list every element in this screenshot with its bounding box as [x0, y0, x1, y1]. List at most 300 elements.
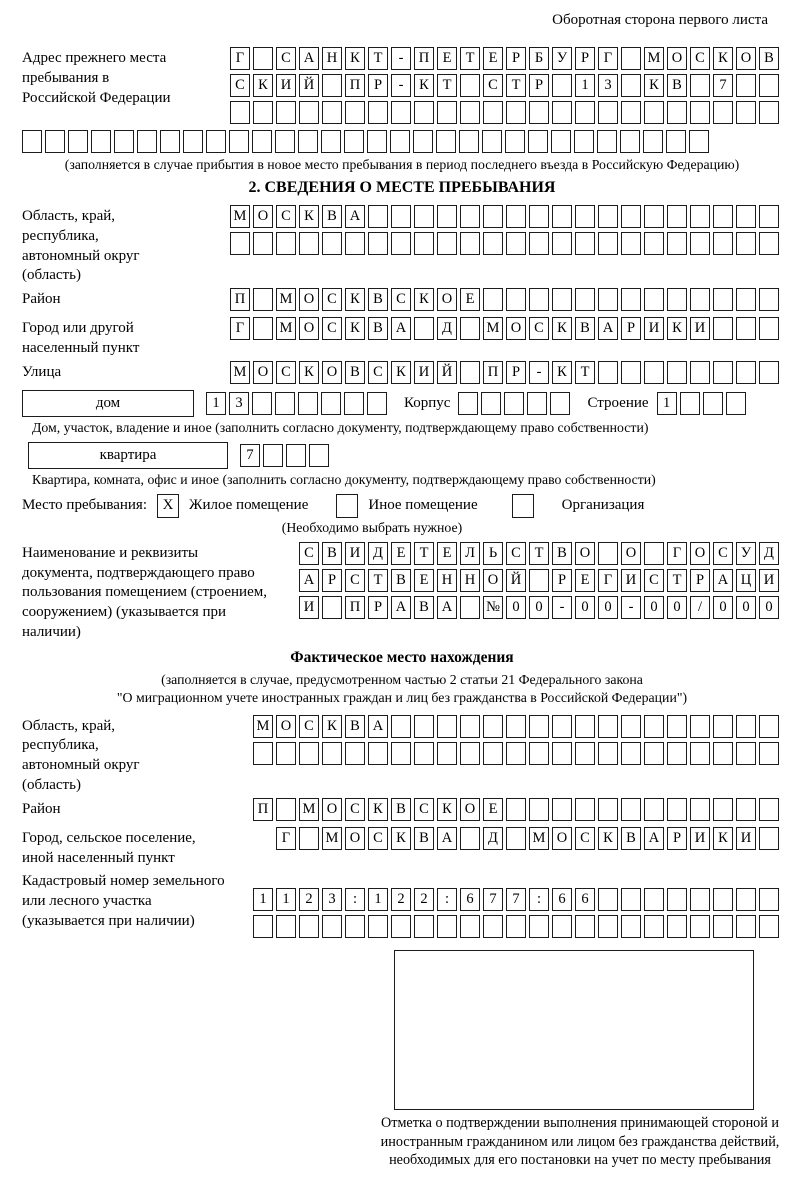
form-cell[interactable]: 0: [529, 596, 549, 619]
form-cell[interactable]: [230, 101, 250, 124]
apartment-type-box[interactable]: квартира: [28, 442, 228, 469]
form-cell[interactable]: [299, 232, 319, 255]
form-cell[interactable]: [252, 392, 272, 415]
form-cell[interactable]: [552, 915, 572, 938]
form-cell[interactable]: [253, 47, 273, 70]
form-cell[interactable]: 0: [667, 596, 687, 619]
form-cell[interactable]: [253, 915, 273, 938]
form-cell[interactable]: О: [437, 288, 457, 311]
form-cell[interactable]: [414, 317, 434, 340]
form-cell[interactable]: [299, 742, 319, 765]
form-cell[interactable]: Б: [529, 47, 549, 70]
form-cell[interactable]: В: [322, 542, 342, 565]
form-cell[interactable]: Р: [575, 47, 595, 70]
form-cell[interactable]: [299, 827, 319, 850]
form-cell[interactable]: С: [368, 827, 388, 850]
form-cell[interactable]: [460, 827, 480, 850]
form-cell[interactable]: [529, 101, 549, 124]
form-cell[interactable]: [137, 130, 157, 153]
form-cell[interactable]: К: [391, 361, 411, 384]
form-cell[interactable]: [759, 798, 779, 821]
form-cell[interactable]: [759, 915, 779, 938]
form-cell[interactable]: -: [621, 596, 641, 619]
form-cell[interactable]: [483, 288, 503, 311]
form-cell[interactable]: [528, 130, 548, 153]
form-cell[interactable]: 1: [276, 888, 296, 911]
form-cell[interactable]: [552, 205, 572, 228]
form-cell[interactable]: [736, 888, 756, 911]
form-cell[interactable]: Т: [529, 542, 549, 565]
form-cell[interactable]: 3: [598, 74, 618, 97]
form-cell[interactable]: П: [230, 288, 250, 311]
form-cell[interactable]: [460, 742, 480, 765]
form-cell[interactable]: 0: [713, 596, 733, 619]
form-cell[interactable]: [621, 888, 641, 911]
form-cell[interactable]: [666, 130, 686, 153]
form-cell[interactable]: [437, 232, 457, 255]
form-cell[interactable]: 0: [644, 596, 664, 619]
form-cell[interactable]: [575, 205, 595, 228]
form-cell[interactable]: [529, 232, 549, 255]
form-cell[interactable]: В: [621, 827, 641, 850]
form-cell[interactable]: [183, 130, 203, 153]
form-cell[interactable]: А: [713, 569, 733, 592]
form-cell[interactable]: [229, 130, 249, 153]
form-cell[interactable]: К: [644, 74, 664, 97]
form-cell[interactable]: [460, 915, 480, 938]
form-cell[interactable]: [527, 392, 547, 415]
form-cell[interactable]: [482, 130, 502, 153]
form-cell[interactable]: О: [322, 798, 342, 821]
form-cell[interactable]: [253, 317, 273, 340]
form-cell[interactable]: [690, 101, 710, 124]
form-cell[interactable]: [667, 915, 687, 938]
form-cell[interactable]: [299, 915, 319, 938]
form-cell[interactable]: [736, 74, 756, 97]
form-cell[interactable]: С: [506, 542, 526, 565]
form-cell[interactable]: В: [414, 596, 434, 619]
form-cell[interactable]: [713, 288, 733, 311]
checkbox-residential[interactable]: X: [157, 494, 179, 518]
form-cell[interactable]: [322, 101, 342, 124]
form-cell[interactable]: [391, 742, 411, 765]
form-cell[interactable]: М: [230, 361, 250, 384]
form-cell[interactable]: [713, 715, 733, 738]
form-cell[interactable]: В: [345, 715, 365, 738]
form-cell[interactable]: [252, 130, 272, 153]
form-cell[interactable]: [551, 130, 571, 153]
form-cell[interactable]: [690, 205, 710, 228]
form-cell[interactable]: [391, 915, 411, 938]
form-cell[interactable]: Е: [437, 47, 457, 70]
form-cell[interactable]: [644, 715, 664, 738]
form-cell[interactable]: [414, 232, 434, 255]
form-cell[interactable]: [436, 130, 456, 153]
form-cell[interactable]: [483, 101, 503, 124]
form-cell[interactable]: В: [552, 542, 572, 565]
form-cell[interactable]: [621, 798, 641, 821]
form-cell[interactable]: С: [299, 715, 319, 738]
form-cell[interactable]: [690, 715, 710, 738]
form-cell[interactable]: Р: [322, 569, 342, 592]
form-cell[interactable]: 0: [736, 596, 756, 619]
form-cell[interactable]: [253, 288, 273, 311]
form-cell[interactable]: 1: [206, 392, 226, 415]
form-cell[interactable]: В: [667, 74, 687, 97]
form-cell[interactable]: Н: [322, 47, 342, 70]
form-cell[interactable]: 6: [460, 888, 480, 911]
form-cell[interactable]: [621, 47, 641, 70]
form-cell[interactable]: [345, 232, 365, 255]
form-cell[interactable]: [667, 232, 687, 255]
form-cell[interactable]: [598, 101, 618, 124]
form-cell[interactable]: [344, 392, 364, 415]
form-cell[interactable]: С: [644, 569, 664, 592]
form-cell[interactable]: [275, 130, 295, 153]
form-cell[interactable]: Р: [621, 317, 641, 340]
form-cell[interactable]: [759, 288, 779, 311]
form-cell[interactable]: О: [460, 798, 480, 821]
form-cell[interactable]: [437, 101, 457, 124]
form-cell[interactable]: [299, 101, 319, 124]
form-cell[interactable]: [689, 130, 709, 153]
form-cell[interactable]: [621, 232, 641, 255]
form-cell[interactable]: [414, 101, 434, 124]
form-cell[interactable]: 0: [575, 596, 595, 619]
form-cell[interactable]: И: [736, 827, 756, 850]
form-cell[interactable]: [736, 798, 756, 821]
checkbox-organization[interactable]: [512, 494, 534, 518]
form-cell[interactable]: Д: [437, 317, 457, 340]
form-cell[interactable]: [759, 205, 779, 228]
form-cell[interactable]: [713, 915, 733, 938]
form-cell[interactable]: Й: [437, 361, 457, 384]
form-cell[interactable]: [621, 742, 641, 765]
form-cell[interactable]: Е: [483, 798, 503, 821]
form-cell[interactable]: [644, 361, 664, 384]
form-cell[interactable]: [529, 798, 549, 821]
form-cell[interactable]: [598, 361, 618, 384]
form-cell[interactable]: [552, 715, 572, 738]
form-cell[interactable]: Ь: [483, 542, 503, 565]
form-cell[interactable]: [667, 361, 687, 384]
form-cell[interactable]: 1: [368, 888, 388, 911]
form-cell[interactable]: К: [552, 317, 572, 340]
form-cell[interactable]: [736, 317, 756, 340]
form-cell[interactable]: /: [690, 596, 710, 619]
form-cell[interactable]: [529, 715, 549, 738]
form-cell[interactable]: [276, 101, 296, 124]
form-cell[interactable]: [45, 130, 65, 153]
form-cell[interactable]: 6: [552, 888, 572, 911]
form-cell[interactable]: В: [368, 288, 388, 311]
form-cell[interactable]: Т: [368, 47, 388, 70]
form-cell[interactable]: [552, 798, 572, 821]
form-cell[interactable]: [414, 205, 434, 228]
form-cell[interactable]: [483, 915, 503, 938]
form-cell[interactable]: [598, 205, 618, 228]
form-cell[interactable]: [644, 742, 664, 765]
form-cell[interactable]: [114, 130, 134, 153]
form-cell[interactable]: [506, 101, 526, 124]
form-cell[interactable]: 1: [657, 392, 677, 415]
form-cell[interactable]: [621, 915, 641, 938]
form-cell[interactable]: 1: [253, 888, 273, 911]
form-cell[interactable]: [621, 205, 641, 228]
form-cell[interactable]: [736, 288, 756, 311]
form-cell[interactable]: Г: [667, 542, 687, 565]
form-cell[interactable]: [598, 742, 618, 765]
form-cell[interactable]: [713, 317, 733, 340]
form-cell[interactable]: [759, 742, 779, 765]
form-cell[interactable]: [644, 888, 664, 911]
form-cell[interactable]: [321, 392, 341, 415]
form-cell[interactable]: №: [483, 596, 503, 619]
form-cell[interactable]: Н: [460, 569, 480, 592]
form-cell[interactable]: Н: [437, 569, 457, 592]
form-cell[interactable]: С: [575, 827, 595, 850]
form-cell[interactable]: [575, 742, 595, 765]
form-cell[interactable]: О: [506, 317, 526, 340]
form-cell[interactable]: Е: [391, 542, 411, 565]
form-cell[interactable]: [552, 742, 572, 765]
form-cell[interactable]: О: [575, 542, 595, 565]
form-cell[interactable]: [667, 205, 687, 228]
form-cell[interactable]: [286, 444, 306, 467]
form-cell[interactable]: [460, 361, 480, 384]
form-cell[interactable]: И: [414, 361, 434, 384]
form-cell[interactable]: [552, 101, 572, 124]
form-cell[interactable]: [759, 888, 779, 911]
form-cell[interactable]: 3: [229, 392, 249, 415]
form-cell[interactable]: [644, 798, 664, 821]
form-cell[interactable]: [276, 232, 296, 255]
form-cell[interactable]: 7: [506, 888, 526, 911]
form-cell[interactable]: [703, 392, 723, 415]
form-cell[interactable]: [690, 74, 710, 97]
form-cell[interactable]: [483, 715, 503, 738]
form-cell[interactable]: К: [667, 317, 687, 340]
form-cell[interactable]: К: [598, 827, 618, 850]
form-cell[interactable]: [736, 205, 756, 228]
form-cell[interactable]: [713, 361, 733, 384]
form-cell[interactable]: [460, 715, 480, 738]
form-cell[interactable]: С: [345, 798, 365, 821]
form-cell[interactable]: К: [414, 288, 434, 311]
form-cell[interactable]: [621, 74, 641, 97]
form-cell[interactable]: [505, 130, 525, 153]
form-cell[interactable]: А: [299, 569, 319, 592]
form-cell[interactable]: 7: [483, 888, 503, 911]
form-cell[interactable]: В: [575, 317, 595, 340]
form-cell[interactable]: [506, 288, 526, 311]
form-cell[interactable]: [506, 798, 526, 821]
form-cell[interactable]: [506, 915, 526, 938]
form-cell[interactable]: [736, 232, 756, 255]
form-cell[interactable]: :: [529, 888, 549, 911]
form-cell[interactable]: Т: [667, 569, 687, 592]
form-cell[interactable]: [506, 742, 526, 765]
form-cell[interactable]: Р: [690, 569, 710, 592]
form-cell[interactable]: [680, 392, 700, 415]
form-cell[interactable]: Е: [483, 47, 503, 70]
form-cell[interactable]: [667, 715, 687, 738]
form-cell[interactable]: [253, 232, 273, 255]
form-cell[interactable]: [736, 915, 756, 938]
form-cell[interactable]: М: [230, 205, 250, 228]
form-cell[interactable]: [667, 888, 687, 911]
form-cell[interactable]: [391, 715, 411, 738]
form-cell[interactable]: А: [437, 596, 457, 619]
form-cell[interactable]: [275, 392, 295, 415]
form-cell[interactable]: [621, 361, 641, 384]
form-cell[interactable]: О: [345, 827, 365, 850]
form-cell[interactable]: [759, 74, 779, 97]
form-cell[interactable]: И: [345, 542, 365, 565]
form-cell[interactable]: [368, 101, 388, 124]
form-cell[interactable]: [414, 742, 434, 765]
form-cell[interactable]: [644, 232, 664, 255]
form-cell[interactable]: [644, 101, 664, 124]
form-cell[interactable]: 0: [506, 596, 526, 619]
form-cell[interactable]: [345, 915, 365, 938]
form-cell[interactable]: [713, 798, 733, 821]
form-cell[interactable]: Т: [575, 361, 595, 384]
form-cell[interactable]: С: [276, 47, 296, 70]
form-cell[interactable]: О: [483, 569, 503, 592]
form-cell[interactable]: Р: [368, 74, 388, 97]
form-cell[interactable]: [597, 130, 617, 153]
form-cell[interactable]: М: [483, 317, 503, 340]
form-cell[interactable]: Г: [276, 827, 296, 850]
form-cell[interactable]: [713, 232, 733, 255]
form-cell[interactable]: [552, 288, 572, 311]
form-cell[interactable]: К: [253, 74, 273, 97]
form-cell[interactable]: М: [299, 798, 319, 821]
form-cell[interactable]: 1: [575, 74, 595, 97]
form-cell[interactable]: Р: [506, 361, 526, 384]
form-cell[interactable]: К: [713, 47, 733, 70]
form-cell[interactable]: -: [529, 361, 549, 384]
form-cell[interactable]: [391, 205, 411, 228]
form-cell[interactable]: [344, 130, 364, 153]
form-cell[interactable]: [414, 915, 434, 938]
form-cell[interactable]: Д: [759, 542, 779, 565]
form-cell[interactable]: [367, 130, 387, 153]
form-cell[interactable]: [22, 130, 42, 153]
form-cell[interactable]: Л: [460, 542, 480, 565]
form-cell[interactable]: [253, 101, 273, 124]
form-cell[interactable]: Р: [529, 74, 549, 97]
form-cell[interactable]: С: [483, 74, 503, 97]
form-cell[interactable]: О: [322, 361, 342, 384]
form-cell[interactable]: Г: [598, 47, 618, 70]
form-cell[interactable]: И: [644, 317, 664, 340]
form-cell[interactable]: [529, 569, 549, 592]
form-cell[interactable]: С: [690, 47, 710, 70]
form-cell[interactable]: И: [276, 74, 296, 97]
form-cell[interactable]: А: [644, 827, 664, 850]
form-cell[interactable]: [230, 232, 250, 255]
form-cell[interactable]: [368, 742, 388, 765]
form-cell[interactable]: Г: [598, 569, 618, 592]
form-cell[interactable]: О: [276, 715, 296, 738]
form-cell[interactable]: [367, 392, 387, 415]
form-cell[interactable]: [437, 742, 457, 765]
house-type-box[interactable]: дом: [22, 390, 194, 417]
form-cell[interactable]: 0: [759, 596, 779, 619]
form-cell[interactable]: К: [322, 715, 342, 738]
form-cell[interactable]: О: [253, 361, 273, 384]
form-cell[interactable]: [276, 915, 296, 938]
form-cell[interactable]: О: [552, 827, 572, 850]
form-cell[interactable]: [736, 715, 756, 738]
form-cell[interactable]: Е: [437, 542, 457, 565]
form-cell[interactable]: [322, 596, 342, 619]
form-cell[interactable]: К: [391, 827, 411, 850]
form-cell[interactable]: А: [391, 596, 411, 619]
form-cell[interactable]: М: [276, 317, 296, 340]
form-cell[interactable]: И: [690, 827, 710, 850]
form-cell[interactable]: В: [759, 47, 779, 70]
form-cell[interactable]: [575, 915, 595, 938]
form-cell[interactable]: :: [345, 888, 365, 911]
form-cell[interactable]: У: [736, 542, 756, 565]
form-cell[interactable]: С: [299, 542, 319, 565]
form-cell[interactable]: [598, 888, 618, 911]
form-cell[interactable]: [713, 888, 733, 911]
form-cell[interactable]: [575, 715, 595, 738]
form-cell[interactable]: К: [299, 205, 319, 228]
form-cell[interactable]: [483, 232, 503, 255]
form-cell[interactable]: [759, 715, 779, 738]
form-cell[interactable]: [391, 101, 411, 124]
form-cell[interactable]: П: [345, 74, 365, 97]
form-cell[interactable]: [759, 827, 779, 850]
form-cell[interactable]: И: [759, 569, 779, 592]
form-cell[interactable]: К: [299, 361, 319, 384]
form-cell[interactable]: [160, 130, 180, 153]
form-cell[interactable]: К: [345, 47, 365, 70]
form-cell[interactable]: И: [299, 596, 319, 619]
form-cell[interactable]: [276, 742, 296, 765]
form-cell[interactable]: 2: [414, 888, 434, 911]
form-cell[interactable]: А: [368, 715, 388, 738]
form-cell[interactable]: [91, 130, 111, 153]
form-cell[interactable]: [460, 205, 480, 228]
form-cell[interactable]: К: [345, 317, 365, 340]
form-cell[interactable]: С: [713, 542, 733, 565]
form-cell[interactable]: -: [391, 47, 411, 70]
form-cell[interactable]: П: [483, 361, 503, 384]
form-cell[interactable]: [368, 205, 388, 228]
form-cell[interactable]: [460, 317, 480, 340]
form-cell[interactable]: [276, 798, 296, 821]
form-cell[interactable]: [483, 742, 503, 765]
form-cell[interactable]: [726, 392, 746, 415]
form-cell[interactable]: [690, 742, 710, 765]
form-cell[interactable]: [759, 232, 779, 255]
form-cell[interactable]: С: [276, 205, 296, 228]
form-cell[interactable]: [368, 232, 388, 255]
form-cell[interactable]: К: [552, 361, 572, 384]
form-cell[interactable]: 6: [575, 888, 595, 911]
form-cell[interactable]: [713, 205, 733, 228]
form-cell[interactable]: [713, 101, 733, 124]
form-cell[interactable]: [459, 130, 479, 153]
form-cell[interactable]: 2: [299, 888, 319, 911]
form-cell[interactable]: Р: [368, 596, 388, 619]
